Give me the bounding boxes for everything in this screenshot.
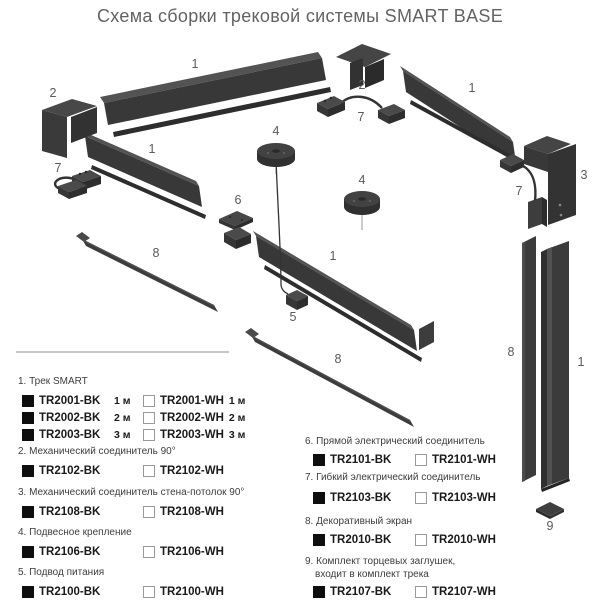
legend-section-title: 4. Подвесное крепление bbox=[18, 527, 132, 538]
legend-section-title: 7. Гибкий электрический соединитель bbox=[305, 472, 481, 483]
legend-section-title: 2. Механический соединитель 90° bbox=[18, 446, 176, 457]
legend-section-title: входит в комплект трека bbox=[315, 569, 429, 580]
black-variant-swatch bbox=[313, 454, 325, 466]
part-number: TR2106-WH bbox=[160, 545, 224, 558]
legend-section-title: 9. Комплект торцевых заглушек, bbox=[305, 556, 456, 567]
white-variant-swatch bbox=[415, 454, 427, 466]
black-variant-swatch bbox=[22, 586, 34, 598]
part-number: TR2003-WH bbox=[160, 428, 224, 441]
black-variant-swatch bbox=[313, 534, 325, 546]
legend-section-title: 3. Механический соединитель стена-потолок 90° bbox=[18, 487, 245, 498]
part-number: TR2100-BK bbox=[39, 585, 101, 598]
part-number: TR2103-BK bbox=[330, 491, 392, 504]
legend-row bbox=[313, 453, 496, 466]
legend-row bbox=[313, 491, 496, 504]
white-variant-swatch bbox=[143, 429, 155, 441]
white-variant-swatch bbox=[415, 534, 427, 546]
part-number: TR2101-BK bbox=[330, 453, 392, 466]
part-length: 1 м bbox=[228, 394, 246, 407]
decorative-screen-8c bbox=[522, 236, 536, 482]
black-variant-swatch bbox=[22, 506, 34, 518]
black-variant-swatch bbox=[22, 395, 34, 407]
legend-row bbox=[22, 464, 224, 477]
pendant-mount-4b bbox=[344, 191, 380, 230]
black-variant-swatch bbox=[313, 586, 325, 598]
legend-row bbox=[22, 505, 224, 518]
white-variant-swatch bbox=[143, 465, 155, 477]
flex-connector-7a bbox=[55, 170, 101, 199]
part-number: TR2002-WH bbox=[160, 411, 224, 424]
part-length: 2 м bbox=[114, 411, 131, 424]
white-variant-swatch bbox=[143, 412, 155, 424]
part-number: TR2108-WH bbox=[160, 505, 224, 518]
white-variant-swatch bbox=[143, 506, 155, 518]
white-variant-swatch bbox=[143, 546, 155, 558]
part-ref-label: 2 bbox=[49, 86, 57, 100]
legend-row bbox=[313, 533, 496, 546]
part-number: TR2102-WH bbox=[160, 464, 224, 477]
black-variant-swatch bbox=[313, 492, 325, 504]
legend-row bbox=[22, 585, 224, 598]
part-number: TR2107-WH bbox=[432, 585, 496, 598]
white-variant-swatch bbox=[415, 492, 427, 504]
part-ref-label: 1 bbox=[468, 81, 476, 95]
part-ref-label: 7 bbox=[54, 161, 62, 175]
legend-section-title: 6. Прямой электрический соединитель bbox=[305, 436, 485, 447]
part-ref-label: 4 bbox=[358, 173, 366, 187]
legend-section-title: 8. Декоративный экран bbox=[305, 516, 413, 527]
black-variant-swatch bbox=[22, 429, 34, 441]
part-number: TR2010-WH bbox=[432, 533, 496, 546]
part-number: TR2106-BK bbox=[39, 545, 101, 558]
legend-section-title: 1. Трек SMART bbox=[18, 376, 88, 387]
part-ref-label: 4 bbox=[272, 124, 280, 138]
page-title: Схема сборки трековой системы SMART BASE bbox=[96, 6, 504, 26]
part-number: TR2103-WH bbox=[432, 491, 496, 504]
part-number: TR2010-BK bbox=[330, 533, 392, 546]
track-segment-1b bbox=[400, 66, 519, 163]
part-ref-label: 2 bbox=[358, 78, 366, 92]
part-ref-label: 8 bbox=[152, 246, 160, 260]
part-number: TR2001-WH bbox=[160, 394, 224, 407]
part-ref-label: 8 bbox=[507, 345, 515, 359]
part-number: TR2002-BK bbox=[39, 411, 101, 424]
track-segment-1c bbox=[82, 131, 206, 219]
white-variant-swatch bbox=[143, 395, 155, 407]
part-ref-label: 1 bbox=[148, 142, 156, 156]
black-variant-swatch bbox=[22, 546, 34, 558]
legend-row bbox=[22, 411, 245, 424]
part-ref-label: 1 bbox=[577, 355, 585, 369]
legend-row bbox=[313, 585, 496, 598]
end-cap-9 bbox=[536, 502, 564, 519]
part-number: TR2001-BK bbox=[39, 394, 101, 407]
part-length: 1 м bbox=[114, 394, 131, 407]
part-number: TR2108-BK bbox=[39, 505, 101, 518]
white-variant-swatch bbox=[143, 586, 155, 598]
part-length: 3 м bbox=[114, 428, 131, 441]
part-number: TR2107-BK bbox=[330, 585, 392, 598]
part-number: TR2102-BK bbox=[39, 464, 101, 477]
part-ref-label: 3 bbox=[580, 168, 588, 182]
part-number: TR2003-BK bbox=[39, 428, 101, 441]
legend-row bbox=[22, 545, 224, 558]
part-ref-label: 8 bbox=[334, 352, 342, 366]
white-variant-swatch bbox=[415, 586, 427, 598]
legend-section-title: 5. Подвод питания bbox=[18, 567, 105, 578]
part-ref-label: 7 bbox=[515, 184, 523, 198]
straight-connector-6 bbox=[219, 211, 253, 249]
part-length: 3 м bbox=[228, 428, 246, 441]
part-ref-label: 5 bbox=[289, 310, 297, 324]
part-number: TR2100-WH bbox=[160, 585, 224, 598]
legend-row bbox=[22, 394, 245, 407]
track-segment-1e bbox=[541, 241, 570, 492]
part-number: TR2101-WH bbox=[432, 453, 496, 466]
track-segment-1a bbox=[100, 52, 331, 137]
decorative-screen-8a bbox=[76, 232, 218, 312]
legend-row bbox=[22, 428, 245, 441]
black-variant-swatch bbox=[22, 465, 34, 477]
part-length: 2 м bbox=[228, 411, 246, 424]
part-ref-label: 7 bbox=[357, 110, 365, 124]
decorative-screen-8b bbox=[245, 328, 414, 427]
black-variant-swatch bbox=[22, 412, 34, 424]
part-ref-label: 9 bbox=[546, 519, 554, 533]
part-ref-label: 1 bbox=[329, 249, 337, 263]
part-ref-label: 6 bbox=[234, 193, 242, 207]
part-ref-label: 1 bbox=[191, 57, 199, 71]
